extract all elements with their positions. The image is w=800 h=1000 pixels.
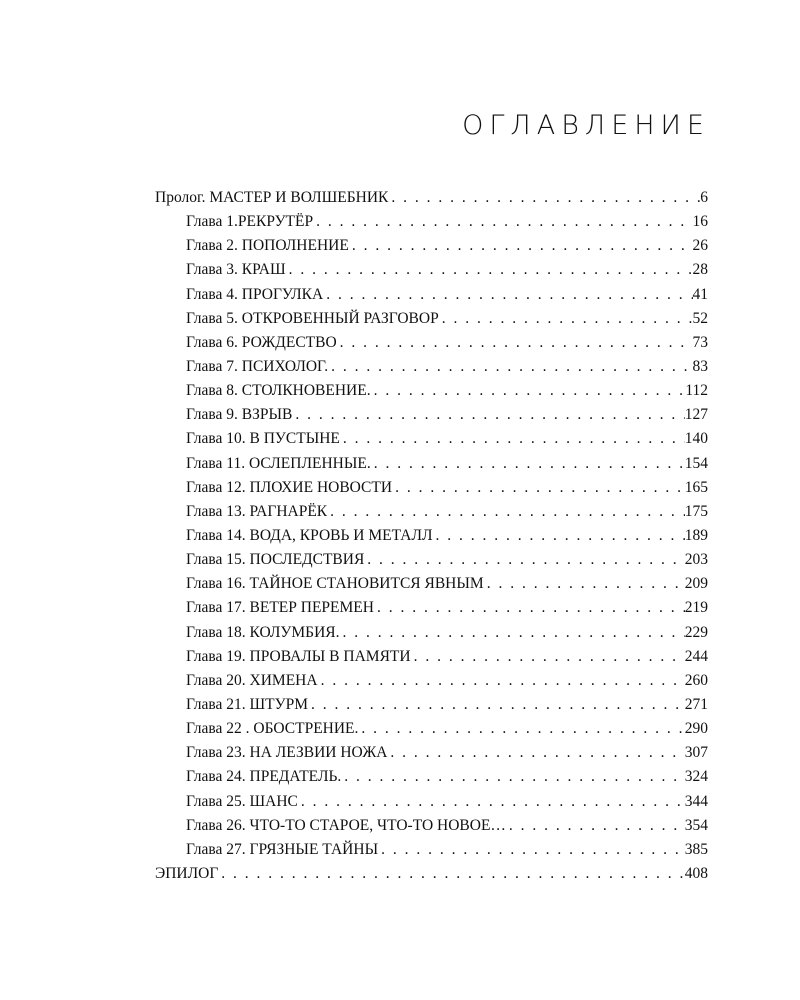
- toc-dot-leader: [411, 645, 685, 669]
- toc-entry-title: Глава 6. РОЖДЕСТВО: [186, 333, 337, 351]
- toc-entry-title: Глава 24. ПРЕДАТЕЛЬ.: [186, 768, 342, 786]
- toc-dot-leader: [392, 476, 685, 500]
- toc-entry: [155, 476, 708, 500]
- toc-entry: [155, 234, 708, 258]
- toc-entry-title: Глава 7. ПСИХОЛОГ.: [186, 357, 329, 375]
- toc-dot-leader: [341, 765, 685, 789]
- toc-entry-page-number: 189: [684, 526, 708, 544]
- toc-entry: [155, 452, 708, 476]
- toc-entry: [155, 790, 708, 814]
- toc-entry-title: Глава 23. НА ЛЕЗВИИ НОЖА: [186, 744, 388, 762]
- toc-entry-title: Глава 5. ОТКРОВЕННЫЙ РАЗГОВОР: [186, 309, 439, 327]
- toc-entry: [155, 524, 708, 548]
- toc-entry-page-number: 344: [684, 792, 708, 810]
- toc-dot-leader: [286, 258, 693, 282]
- toc-entry: [155, 355, 708, 379]
- toc-heading: ОГЛАВЛЕНИЕ: [462, 110, 710, 141]
- toc-entry: [155, 572, 708, 596]
- toc-dot-leader: [318, 669, 685, 693]
- toc-entry-title: Глава 8. СТОЛКНОВЕНИЕ.: [186, 382, 371, 400]
- toc-dot-leader: [349, 234, 693, 258]
- toc-entry-title: Глава 11. ОСЛЕПЛЕННЫЕ.: [186, 454, 371, 472]
- toc-entry-title: Глава 17. ВЕТЕР ПЕРЕМЕН: [186, 599, 374, 617]
- toc-entry: [155, 645, 708, 669]
- toc-entry-page-number: 28: [692, 261, 708, 279]
- toc-entry-page-number: 127: [684, 406, 708, 424]
- toc-entry-page-number: 83: [692, 357, 708, 375]
- toc-dot-leader: [439, 307, 693, 331]
- toc-entry-title: Глава 15. ПОСЛЕДСТВИЯ: [186, 551, 365, 569]
- toc-dot-leader: [308, 693, 685, 717]
- toc-entry-title: Глава 26. ЧТО-ТО СТАРОЕ, ЧТО-ТО НОВОЕ…: [186, 816, 506, 834]
- toc-dot-leader: [433, 524, 685, 548]
- toc-entry-page-number: 290: [684, 720, 708, 738]
- toc-entry-title: Глава 18. КОЛУМБИЯ.: [186, 623, 340, 641]
- toc-dot-leader: [298, 790, 685, 814]
- toc-entry-page-number: 260: [684, 671, 708, 689]
- toc-entry: [155, 693, 708, 717]
- toc-entry-page-number: 271: [684, 695, 708, 713]
- toc-dot-leader: [292, 403, 684, 427]
- toc-entry: [155, 331, 708, 355]
- toc-entry-page-number: 408: [684, 864, 708, 882]
- toc-entry: [155, 717, 708, 741]
- toc-entry-page-number: 229: [684, 623, 708, 641]
- toc-entry-title: Глава 4. ПРОГУЛКА: [186, 285, 324, 303]
- toc-entry-page-number: 203: [684, 551, 708, 569]
- toc-entry-page-number: 307: [684, 744, 708, 762]
- toc-entry: [155, 596, 708, 620]
- toc-entry-page-number: 354: [684, 816, 708, 834]
- toc-entry-page-number: 209: [684, 575, 708, 593]
- toc-dot-leader: [340, 427, 685, 451]
- toc-dot-leader: [374, 596, 685, 620]
- toc-entry-title: Глава 1.РЕКРУТЁР: [186, 213, 314, 231]
- toc-entry-page-number: 219: [684, 599, 708, 617]
- toc-dot-leader: [218, 862, 684, 886]
- toc-entry: [155, 765, 708, 789]
- toc-entry-title: Глава 16. ТАЙНОЕ СТАНОВИТСЯ ЯВНЫМ: [186, 575, 484, 593]
- toc-dot-leader: [387, 741, 684, 765]
- toc-entry-title: Глава 12. ПЛОХИЕ НОВОСТИ: [186, 478, 393, 496]
- toc-entry-title: Глава 3. КРАШ: [186, 261, 286, 279]
- toc-list: [155, 186, 708, 886]
- toc-entry-title: Глава 22 . ОБОСТРЕНИЕ.: [186, 720, 359, 738]
- toc-entry: [155, 862, 708, 886]
- toc-entry-page-number: 165: [684, 478, 708, 496]
- toc-entry-page-number: 26: [692, 237, 708, 255]
- toc-entry-page-number: 41: [692, 285, 708, 303]
- toc-entry-title: Глава 25. ШАНС: [186, 792, 298, 810]
- toc-dot-leader: [371, 452, 685, 476]
- toc-entry: [155, 307, 708, 331]
- toc-entry-title: Глава 2. ПОПОЛНЕНИЕ: [186, 237, 349, 255]
- toc-entry-page-number: 112: [685, 382, 708, 400]
- toc-entry-title: Глава 20. ХИМЕНА: [186, 671, 318, 689]
- toc-entry: [155, 427, 708, 451]
- toc-entry-page-number: 244: [684, 647, 708, 665]
- toc-entry: [155, 500, 708, 524]
- toc-dot-leader: [327, 500, 685, 524]
- toc-entry-title: Пролог. МАСТЕР И ВОЛШЕБНИК: [155, 189, 389, 206]
- toc-entry-title: Глава 19. ПРОВАЛЫ В ПАМЯТИ: [186, 647, 411, 665]
- toc-dot-leader: [484, 572, 685, 596]
- toc-entry: [155, 283, 708, 307]
- toc-dot-leader: [364, 548, 684, 572]
- toc-entry: [155, 621, 708, 645]
- toc-entry-title: Глава 14. ВОДА, КРОВЬ И МЕТАЛЛ: [186, 526, 433, 544]
- toc-entry: [155, 210, 708, 234]
- toc-entry-page-number: 16: [692, 213, 708, 231]
- toc-entry: [155, 741, 708, 765]
- toc-dot-leader: [378, 838, 685, 862]
- toc-entry-title: ЭПИЛОГ: [155, 864, 219, 882]
- toc-entry-title: Глава 21. ШТУРМ: [186, 695, 309, 713]
- toc-entry-page-number: 175: [684, 502, 708, 520]
- toc-entry: [155, 379, 708, 403]
- toc-entry-page-number: 73: [692, 333, 708, 351]
- toc-entry: [155, 669, 708, 693]
- toc-dot-leader: [506, 814, 685, 838]
- toc-dot-leader: [313, 210, 692, 234]
- toc-entry: [155, 548, 708, 572]
- toc-dot-leader: [388, 186, 700, 210]
- toc-entry: [155, 814, 708, 838]
- toc-entry: [155, 403, 708, 427]
- toc-entry-page-number: 324: [684, 768, 708, 786]
- toc-dot-leader: [358, 717, 684, 741]
- toc-dot-leader: [371, 379, 686, 403]
- toc-entry-page-number: 385: [684, 840, 708, 858]
- toc-entry-title: Глава 27. ГРЯЗНЫЕ ТАЙНЫ: [186, 840, 379, 858]
- toc-entry: [155, 838, 708, 862]
- toc-dot-leader: [339, 621, 684, 645]
- toc-dot-leader: [337, 331, 693, 355]
- toc-entry: [155, 258, 708, 282]
- toc-dot-leader: [328, 355, 692, 379]
- toc-entry-page-number: 154: [684, 454, 708, 472]
- toc-entry-page-number: 6: [700, 189, 708, 206]
- toc-entry-title: Глава 13. РАГНАРЁК: [186, 502, 328, 520]
- toc-entry-page-number: 140: [684, 430, 708, 448]
- toc-entry-title: Глава 10. В ПУСТЫНЕ: [186, 430, 340, 448]
- toc-dot-leader: [323, 283, 692, 307]
- toc-entry: [155, 186, 708, 210]
- toc-entry-title: Глава 9. ВЗРЫВ: [186, 406, 293, 424]
- toc-entry-page-number: 52: [692, 309, 708, 327]
